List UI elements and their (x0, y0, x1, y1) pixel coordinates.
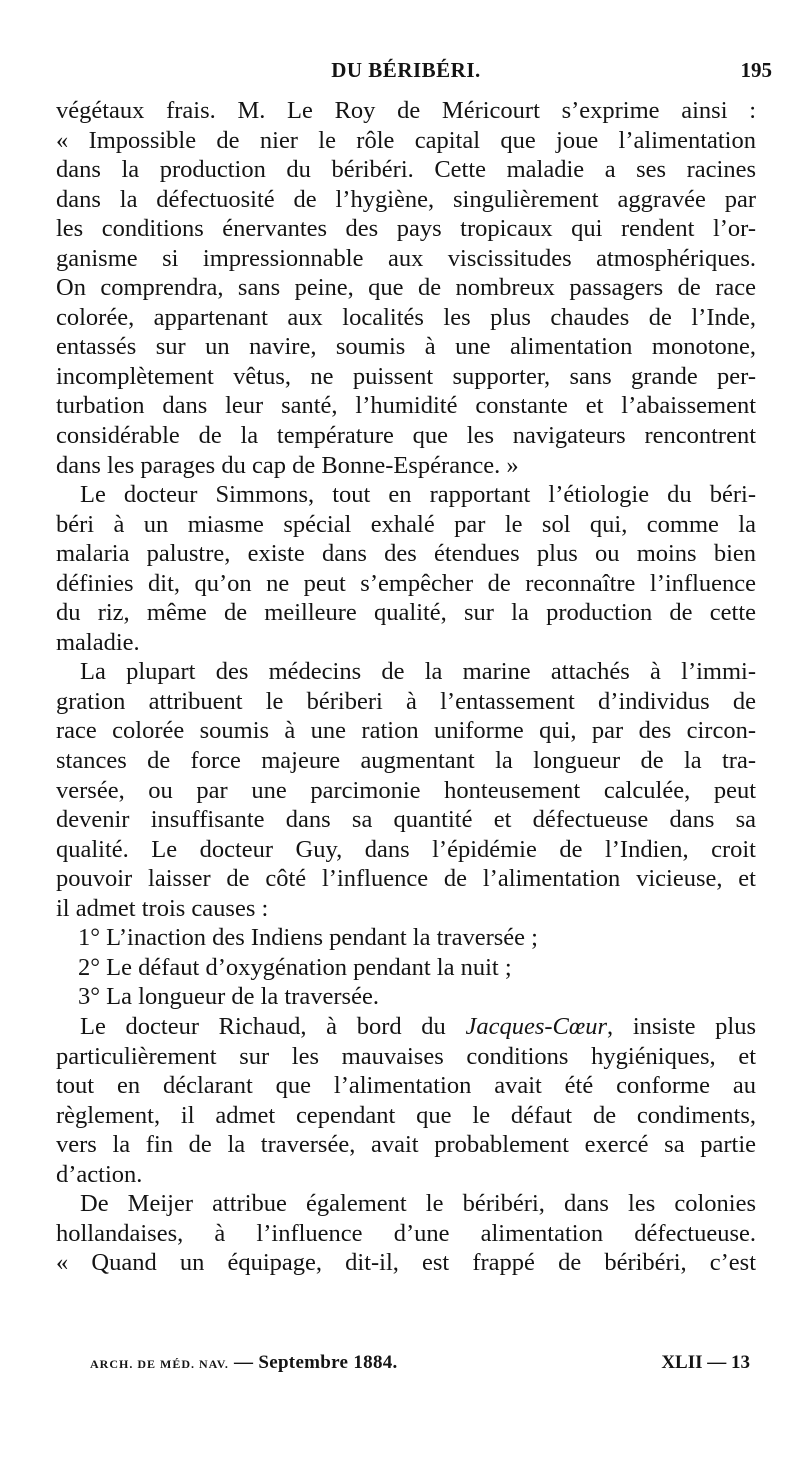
text-line: végétaux frais. M. Le Roy de Méricourt s’exprime ainsi : (56, 97, 756, 124)
text-line: pouvoir laisser de côté l’influence de l’alimentation vicieuse, et (56, 865, 756, 893)
text-line: particulièrement sur les mauvaises conditions hygiéniques, et (56, 1042, 756, 1070)
list-item: 3° La longueur de la traversée. (78, 983, 379, 1011)
text-line: colorée, appartenant aux localités les plus chaudes de l’Inde, (56, 303, 756, 331)
ship-name: Jacques-Cœur (465, 1012, 608, 1040)
page-footer (90, 1352, 750, 1380)
volume-signature: XLII — 13 (661, 1352, 750, 1373)
running-head (40, 58, 772, 88)
text-line: dans la défectuosité de l’hygiène, singulièrement aggravée par (56, 185, 756, 213)
text-line: vers la fin de la traversée, avait probablement exercé sa partie (56, 1131, 756, 1159)
page-number: 195 (740, 58, 772, 82)
issue-date: Septembre 1884. (258, 1352, 398, 1373)
text-line: race colorée soumis à une ration uniforme qui, par des circon- (56, 717, 756, 745)
paragraph-start-line: Le docteur Richaud, à bord du Jacques-Cœur, insiste plus (80, 1012, 756, 1040)
paragraph-start-line: De Meijer attribue également le béribéri, dans les colonies (80, 1190, 756, 1218)
text-line: stances de force majeure augmentant la longueur de la tra- (56, 747, 756, 775)
text-line: devenir insuffisante dans sa quantité et défectueuse dans sa (56, 806, 756, 834)
text-line: béri à un miasme spécial exhalé par le sol qui, comme la (56, 510, 756, 538)
paragraph-start-line: Le docteur Simmons, tout en rapportant l’étiologie du béri- (80, 481, 756, 509)
text-line: gration attribuent le bériberi à l’entassement d’individus de (56, 687, 756, 715)
text-line: dans la production du béribéri. Cette maladie a ses racines (56, 156, 756, 184)
text-line: ganisme si impressionnable aux viscissitudes atmosphériques. (56, 244, 756, 272)
paragraph-end-line: d’action. (56, 1160, 143, 1188)
text-line: règlement, il admet cependant que le défaut de condiments, (56, 1101, 756, 1129)
text-line: tout en déclarant que l’alimentation avait été conforme au (56, 1072, 756, 1100)
list-item: 2° Le défaut d’oxygénation pendant la nuit ; (78, 953, 512, 981)
text-line: turbation dans leur santé, l’humidité constante et l’abaissement (56, 392, 756, 420)
text-line: hollandaises, à l’influence d’une alimentation défectueuse. (56, 1219, 756, 1247)
text-line: « Quand un équipage, dit-il, est frappé de béribéri, c’est (56, 1249, 756, 1277)
journal-abbreviation: ARCH. DE MÉD. NAV. (90, 1357, 229, 1371)
text-line: « Impossible de nier le rôle capital que joue l’alimentation (56, 126, 756, 154)
footer-separator: — (233, 1352, 254, 1373)
text-line: considérable de la température que les navigateurs rencontrent (56, 422, 756, 450)
text-line: incomplètement vêtus, ne puissent supporter, sans grande per- (56, 362, 756, 390)
list-item: 1° L’inaction des Indiens pendant la traversée ; (78, 924, 538, 952)
text-line: versée, ou par une parcimonie honteusement calculée, peut (56, 776, 756, 804)
text-line: définies dit, qu’on ne peut s’empêcher de reconnaître l’influence (56, 569, 756, 597)
paragraph-start-line: La plupart des médecins de la marine attachés à l’immi- (80, 658, 756, 686)
text-line: qualité. Le docteur Guy, dans l’épidémie de l’Indien, croit (56, 835, 756, 863)
text-line: entassés sur un navire, soumis à une alimentation monotone, (56, 333, 756, 361)
paragraph-end-line: il admet trois causes : (56, 894, 269, 922)
text-line: malaria palustre, existe dans des étendues plus ou moins bien (56, 540, 756, 568)
text-line: du riz, même de meilleure qualité, sur la production de cette (56, 599, 756, 627)
body-text (56, 96, 756, 1278)
text-line: les conditions énervantes des pays tropicaux qui rendent l’or- (56, 215, 756, 243)
footer-citation (90, 1352, 398, 1374)
text-line: On comprendra, sans peine, que de nombreux passagers de race (56, 274, 756, 302)
running-title: DU BÉRIBÉRI. (331, 58, 481, 82)
paragraph-end-line: maladie. (56, 628, 140, 656)
paragraph-end-line: dans les parages du cap de Bonne-Espérance. » (56, 451, 519, 479)
